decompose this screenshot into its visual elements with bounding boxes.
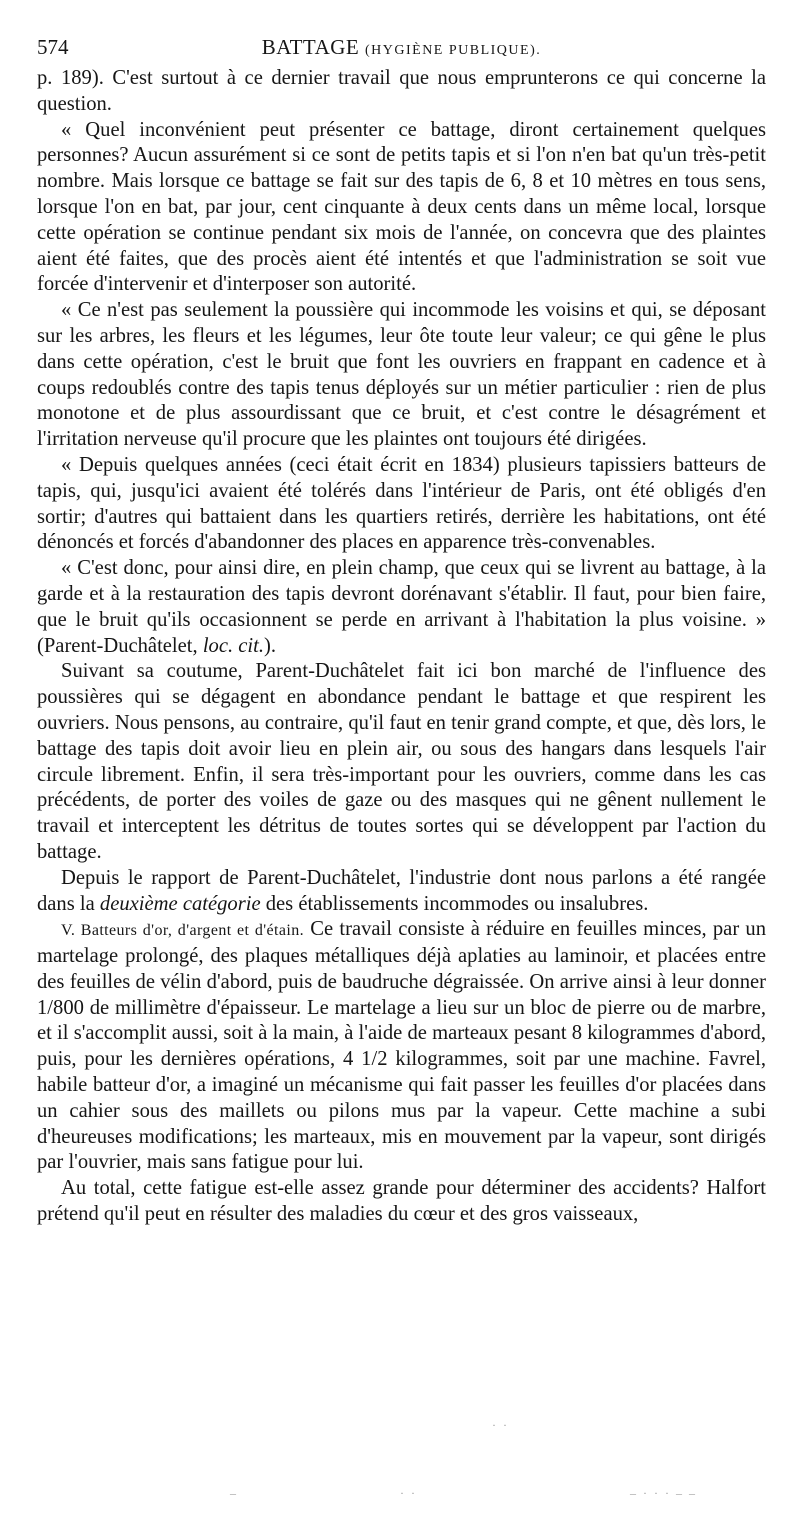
page-number: 574 — [37, 35, 69, 59]
category-italic: deuxième catégorie — [99, 892, 261, 915]
paragraph-quote-4: « C'est donc, pour ainsi dire, en plein champ, que ceux qui se livrent au battage, à la garde et à la restauration des tapis devront dorénavant s'établir. Il faut, pour bien faire, que le bruit qu'ils occasionnent se perde en arrivant à l'habitation la plus voisine. » (Parent-Duchâtelet, loc. cit.). — [37, 557, 766, 657]
paragraph-final: Au total, cette fatigue est-elle assez grande pour déterminer des accidents? Halfort prétend qu'il peut en résulter des maladies du cœur et des gros vaisseaux, — [37, 1177, 766, 1226]
paragraph-classification: Depuis le rapport de Parent-Duchâtelet, l'industrie dont nous parlons a été rangée dans la deuxième catégorie des établissements incommodes ou insalubres. — [37, 866, 766, 915]
paragraph-quote-1: « Quel inconvénient peut présenter ce battage, diront certainement quelques personnes? Aucun assurément si ce sont de petits tapis et si l'on n'en bat qu'un très-petit nombre. Mais lorsque ce battage se fait sur des tapis de 6, 8 et 10 mètres en tous sens, lorsque l'on en bat, par jour, cent cinquante à deux cents dans un même local, lorsque cette opération se continue pendant six mois de l'année, on concevra que des plaintes aient été faites, que des procès aient été intentés et que l'administration se soit vue forcée d'intervenir et d'interposer son autorité. — [37, 118, 766, 296]
paragraph-commentary: Suivant sa coutume, Parent-Duchâtelet fait ici bon marché de l'influence des poussières qui se dégagent en abondance pendant le battage et que respirent les ouvriers. Nous pensons, au contraire, qu'il faut en tenir grand compte, et que, dès lors, le battage des tapis doit avoir lieu en plein air, ou sous des hangars dans lesquels l'air circule librement. Enfin, il sera très-important pour les ouvriers, comme dans les cas précédents, de porter des voiles de gaze ou des masques qui ne gênent nullement le travail et interceptent les détritus de toutes sortes qui se développent par l'action du battage. — [37, 660, 766, 863]
paragraph-quote-3: « Depuis quelques années (ceci était écrit en 1834) plusieurs tapissiers batteurs de tapis, qui, jusqu'ici avaient été tolérés dans l'intérieur de Paris, ont été obligés d'en sortir; d'autres qui battaient dans les quartiers retirés, derrière les habitations, ont été dénoncés et forcés d'abandonner des places en apparence très-convenables. — [37, 453, 766, 554]
section-heading: V. Batteurs d'or, d'argent et d'étain. — [61, 922, 305, 940]
paragraph-continuation: p. 189). C'est surtout à ce dernier travail que nous emprunterons ce qui concerne la question. — [37, 67, 766, 115]
running-title-subtitle: (HYGIÈNE PUBLIQUE). — [364, 43, 542, 58]
running-head — [37, 30, 766, 64]
scan-speck: – · · · – – — [630, 1486, 697, 1500]
running-title-main: BATTAGE — [261, 35, 360, 59]
scan-speck: · · — [492, 1418, 509, 1432]
running-title — [37, 30, 766, 68]
scan-speck: · · — [400, 1486, 417, 1500]
citation-italic: loc. cit. — [202, 634, 265, 657]
paragraph-quote-2: « Ce n'est pas seulement la poussière qui incommode les voisins et qui, se déposant sur les arbres, les fleurs et les légumes, leur ôte toute leur valeur; ce qui gêne le plus dans cette opération, c'est le bruit que font les ouvriers en frappant en cadence et à coups redoublés contre des tapis tenus déployés sur un métier particulier : rien de plus monotone et de plus assourdissant que ce bruit, et c'est contre le désagrément et l'irritation nerveuse qu'il procure que les plaintes ont toujours été dirigées. — [37, 299, 766, 451]
scan-speck: – — [230, 1486, 238, 1500]
body-text — [37, 66, 766, 1228]
paragraph-section-v: V. Batteurs d'or, d'argent et d'étain. Ce travail consiste à réduire en feuilles minces, par un martelage prolongé, des plaques métalliques déjà aplaties au laminoir, et placées entre des feuilles de vélin d'abord, puis de baudruche dégraissée. On arrive ainsi à leur donner 1/800 de millimètre d'épaisseur. Le martelage a lieu sur un bloc de pierre ou de marbre, et il s'accomplit aussi, soit à la main, à l'aide de marteaux pesant 8 kilogrammes d'abord, puis, pour les dernières opérations, 4 1/2 kilogrammes, soit par une machine. Favrel, habile batteur d'or, a imaginé un mécanisme qui fait passer les feuilles d'or placées dans un cahier sous des maillets ou pilons mus par la vapeur. Cette machine a subi d'heureuses modifications; les marteaux, mis en mouvement par la vapeur, sont dirigés par l'ouvrier, mais sans fatigue pour lui. — [37, 918, 766, 1174]
